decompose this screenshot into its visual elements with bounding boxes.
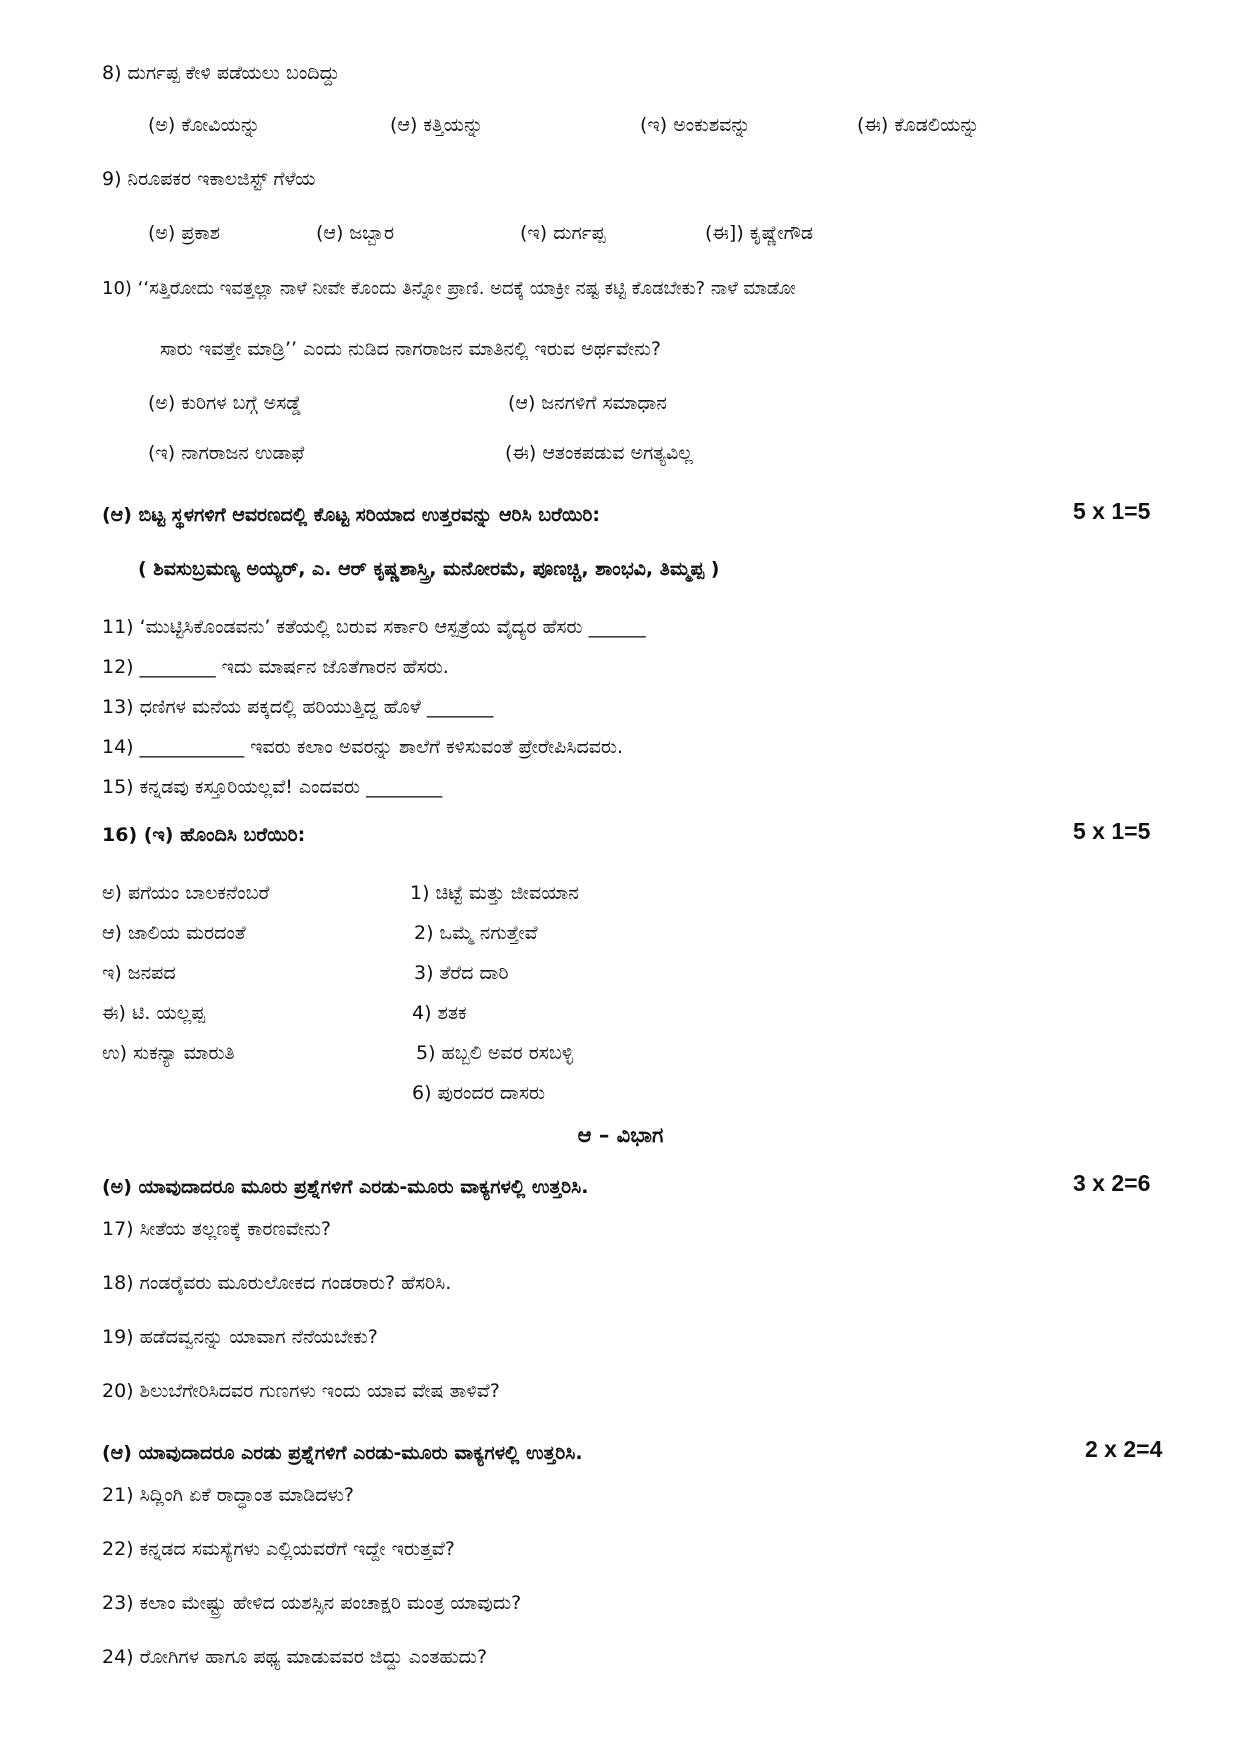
- question-10-line2: ಸಾರು ಇವತ್ತೇ ಮಾಡ್ರಿ’’ ಎಂದು ನುಡಿದ ನಾಗರಾಜನ ಮಾತಿನಲ್ಲಿ ಇರುವ ಅರ್ಥವೇನು?: [160, 338, 661, 360]
- fill-marks: 5 x 1=5: [1073, 498, 1151, 524]
- part-b-marks: 2 x 2=4: [1085, 1436, 1163, 1462]
- q8-option-b: (ಆ) ಕತ್ತಿಯನ್ನು: [390, 114, 484, 136]
- question-22: 22) ಕನ್ನಡದ ಸಮಸ್ಯೆಗಳು ಎಲ್ಲಿಯವರೆಗೆ ಇದ್ದೇ ಇರುತ್ತವೆ?: [102, 1538, 455, 1560]
- match-right-3: 3) ತೆರೆದ ದಾರಿ: [414, 962, 509, 984]
- q9-option-c: (ಇ) ದುರ್ಗಪ್ಪ: [520, 222, 606, 244]
- question-11: 11) ‘ಮುಟ್ಟಿಸಿಕೊಂಡವನು’ ಕತೆಯಲ್ಲಿ ಬರುವ ಸರ್ಕಾರಿ ಆಸ್ಪತ್ರೆಯ ವೈದ್ಯರ ಹೆಸರು ______: [102, 616, 646, 638]
- question-12: 12) ________ ಇದು ಮಾರ್ಷನ ಜೊತೆಗಾರನ ಹೆಸರು.: [102, 656, 449, 678]
- question-18: 18) ಗಂಡರೈವರು ಮೂರುಲೋಕದ ಗಂಡರಾರು? ಹೆಸರಿಸಿ.: [102, 1272, 452, 1294]
- match-right-2: 2) ಒಮ್ಮೆ ನಗುತ್ತೇವೆ: [414, 922, 538, 944]
- match-left-4: ಈ) ಟಿ. ಯಲ್ಲಪ್ಪ: [102, 1002, 205, 1024]
- q10-option-a: (ಅ) ಕುರಿಗಳ ಬಗ್ಗೆ ಅಸಡ್ಡೆ: [148, 392, 302, 414]
- q10-option-d: (ಈ) ಆತಂಕಪಡುವ ಅಗತ್ಯವಿಲ್ಲ: [505, 442, 693, 464]
- match-right-6: 6) ಪುರಂದರ ದಾಸರು: [412, 1082, 546, 1104]
- question-15: 15) ಕನ್ನಡವು ಕಸ್ತೂರಿಯಲ್ಲವೆ! ಎಂದವರು ________: [102, 776, 443, 798]
- section-title: ಆ – ವಿಭಾಗ: [577, 1123, 664, 1147]
- q9-option-b: (ಆ) ಜಬ್ಬಾರ: [316, 222, 395, 244]
- q10-option-b: (ಆ) ಜನಗಳಿಗೆ ಸಮಾಧಾನ: [508, 392, 667, 414]
- question-14: 14) ___________ ಇವರು ಕಲಾಂ ಅವರನ್ನು ಶಾಲೆಗೆ ಕಳಿಸುವಂತೆ ಪ್ರೇರೇಪಿಸಿದವರು.: [102, 736, 624, 758]
- match-left-2: ಆ) ಜಾಲಿಯ ಮರದಂತೆ: [102, 922, 246, 944]
- q8-option-a: (ಅ) ಕೋವಿಯನ್ನು: [148, 114, 261, 136]
- question-10-line1: 10) ‘‘ಸತ್ತಿರೋದು ಇವತ್ತಲ್ಲಾ ನಾಳೆ ನೀವೇ ಕೊಂದು ತಿನ್ನೋ ಪ್ರಾಣಿ. ಅದಕ್ಕೆ ಯಾಕ್ರೀ ನಷ್ಟ ಕಟ್ಟಿ ಕೊಡಬೇಕು? ನಾಳೆ ಮಾಡೋ: [102, 278, 796, 299]
- q9-option-d: (ಈ]) ಕೃಷ್ಣೇಗೌಡ: [705, 222, 814, 244]
- q9-option-a: (ಅ) ಪ್ರಕಾಶ: [148, 222, 221, 244]
- part-a-marks: 3 x 2=6: [1073, 1170, 1151, 1196]
- question-8: 8) ದುರ್ಗಪ್ಪ ಕೇಳಿ ಪಡೆಯಲು ಬಂದಿದ್ದು: [102, 62, 340, 84]
- match-left-5: ಉ) ಸುಕನ್ಯಾ ಮಾರುತಿ: [102, 1042, 235, 1064]
- question-9: 9) ನಿರೂಪಕರ ಇಕಾಲಜಿಸ್ಟ್ ಗೆಳೆಯ: [102, 168, 316, 190]
- q10-option-c: (ಇ) ನಾಗರಾಜನ ಉಡಾಫೆ: [148, 442, 305, 464]
- match-heading: 16) (ಇ) ಹೊಂದಿಸಿ ಬರೆಯಿರಿ:: [102, 824, 306, 846]
- fill-heading: (ಆ) ಬಿಟ್ಟ ಸ್ಥಳಗಳಿಗೆ ಆವರಣದಲ್ಲಿ ಕೊಟ್ಟ ಸರಿಯಾದ ಉತ್ತರವನ್ನು ಆರಿಸಿ ಬರೆಯಿರಿ:: [102, 504, 600, 526]
- part-a-heading: (ಅ) ಯಾವುದಾದರೂ ಮೂರು ಪ್ರಶ್ನೆಗಳಿಗೆ ಎರಡು-ಮೂರು ವಾಕ್ಯಗಳಲ್ಲಿ ಉತ್ತರಿಸಿ.: [102, 1176, 589, 1198]
- question-19: 19) ಹಡೆದವ್ವನನ್ನು ಯಾವಾಗ ನೆನೆಯಬೇಕು?: [102, 1326, 378, 1348]
- match-right-4: 4) ಶತಕ: [412, 1002, 467, 1024]
- question-13: 13) ಧಣಿಗಳ ಮನೆಯ ಪಕ್ಕದಲ್ಲಿ ಹರಿಯುತ್ತಿದ್ದ ಹೊಳೆ _______: [102, 696, 494, 718]
- question-23: 23) ಕಲಾಂ ಮೇಷ್ಟ್ರು ಹೇಳಿದ ಯಶಸ್ಸಿನ ಪಂಚಾಕ್ಷರಿ ಮಂತ್ರ ಯಾವುದು?: [102, 1592, 522, 1614]
- question-21: 21) ಸಿದ್ಲಿಂಗಿ ಏಕೆ ರಾದ್ಧಾಂತ ಮಾಡಿದಳು?: [102, 1484, 354, 1506]
- match-left-3: ಇ) ಜನಪದ: [102, 962, 176, 984]
- match-right-5: 5) ಹಬ್ಬಲಿ ಅವರ ರಸಬಳ್ಳಿ: [416, 1042, 574, 1064]
- fill-choices: ( ಶಿವಸುಬ್ರಮಣ್ಯ ಅಯ್ಯರ್, ಎ. ಆರ್ ಕೃಷ್ಣಶಾಸ್ತ್ರಿ, ಮನೋರಮೆ, ಪೂಣಚ್ಚಿ, ಶಾಂಭವಿ, ತಿಮ್ಮಪ್ಪ ): [138, 558, 720, 580]
- match-right-1: 1) ಚಿಟ್ಟೆ ಮತ್ತು ಜೀವಯಾನ: [410, 882, 579, 904]
- question-24: 24) ರೋಗಿಗಳ ಹಾಗೂ ಪಥ್ಯ ಮಾಡುವವರ ಜಿದ್ದು ಎಂತಹುದು?: [102, 1646, 488, 1668]
- match-marks: 5 x 1=5: [1073, 818, 1151, 844]
- question-17: 17) ಸೀತೆಯ ತಲ್ಲಣಕ್ಕೆ ಕಾರಣವೇನು?: [102, 1218, 331, 1240]
- q8-option-d: (ಈ) ಕೊಡಲಿಯನ್ನು: [857, 114, 980, 136]
- q8-option-c: (ಇ) ಅಂಕುಶವನ್ನು: [640, 114, 751, 136]
- match-left-1: ಅ) ಪಗೆಯಂ ಬಾಲಕನೆಂಬರೆ: [102, 882, 270, 904]
- part-b-heading: (ಆ) ಯಾವುದಾದರೂ ಎರಡು ಪ್ರಶ್ನೆಗಳಿಗೆ ಎರಡು-ಮೂರು ವಾಕ್ಯಗಳಲ್ಲಿ ಉತ್ತರಿಸಿ.: [102, 1442, 583, 1464]
- question-20: 20) ಶಿಲುಬೆಗೇರಿಸಿದವರ ಗುಣಗಳು ಇಂದು ಯಾವ ವೇಷ ತಾಳಿವೆ?: [102, 1380, 500, 1402]
